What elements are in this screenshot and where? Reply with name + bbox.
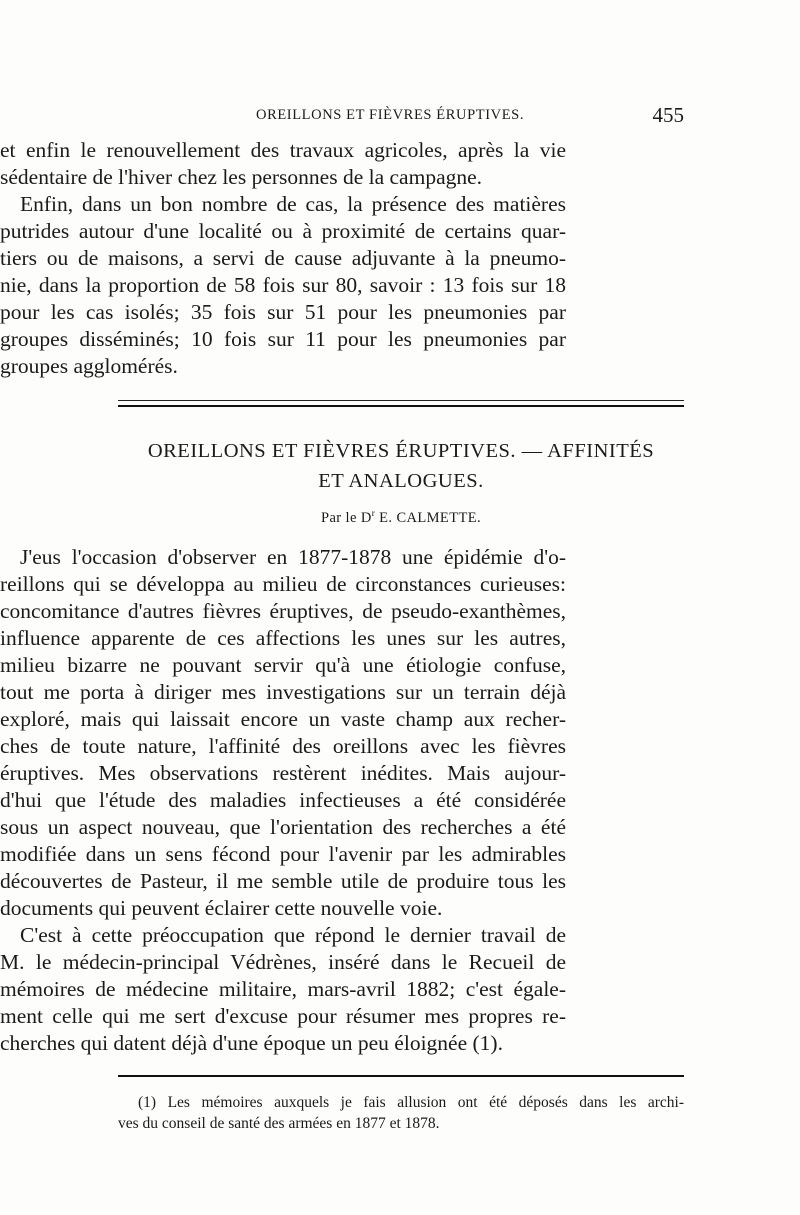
running-title: OREILLONS ET FIÈVRES ÉRUPTIVES. — [256, 107, 525, 123]
text-line: modifiée dans un sens fécond pour l'avenir par les admirables — [0, 842, 566, 866]
text-line: ches de toute nature, l'affinité des oreillons avec les fièvres — [0, 734, 566, 758]
page-number: 455 — [652, 103, 684, 127]
text-line: Enfin, dans un bon nombre de cas, la présence des matières — [20, 192, 566, 216]
text-line: C'est à cette préoccupation que répond le dernier travail de — [20, 923, 566, 947]
text-line: documents qui peuvent éclairer cette nouvelle voie. — [0, 896, 443, 920]
text-line: influence apparente de ces affections les unes sur les autres, — [0, 626, 566, 650]
text-line: sédentaire de l'hiver chez les personnes de la campagne. — [0, 165, 483, 189]
text-line: J'eus l'occasion d'observer en 1877-1878 une épidémie d'o- — [20, 545, 566, 569]
text-line: et enfin le renouvellement des travaux agricoles, après la vie — [0, 138, 566, 162]
text-line: reillons qui se développa au milieu de circonstances curieuses: — [0, 572, 566, 596]
article-title: ET ANALOGUES. — [318, 470, 484, 492]
text-line: éruptives. Mes observations restèrent inédites. Mais aujour- — [0, 761, 566, 785]
byline-prefix: Par le D — [320, 509, 372, 526]
footnote-line: (1) Les mémoires auxquels je fais allusion ont été déposés dans les archi- — [138, 1094, 684, 1111]
section-divider — [118, 400, 684, 401]
byline-sup: r — [371, 508, 376, 518]
text-line: mémoires de médecine militaire, mars-avril 1882; c'est égale- — [0, 977, 566, 1001]
text-line: groupes disséminés; 10 fois sur 11 pour les pneumonies par — [0, 327, 566, 351]
text-line: nie, dans la proportion de 58 fois sur 80, savoir : 13 fois sur 18 — [0, 273, 566, 297]
text-line: concomitance d'autres fièvres éruptives, de pseudo-exanthèmes, — [0, 599, 566, 623]
text-line: putrides autour d'une localité ou à proximité de certains quar- — [0, 219, 566, 243]
text-line: cherches qui datent déjà d'une époque un peu éloignée (1). — [0, 1031, 503, 1055]
article-title: OREILLONS ET FIÈVRES ÉRUPTIVES. — AFFINITÉS — [147, 440, 655, 462]
text-line: groupes agglomérés. — [0, 354, 178, 378]
footnote-line: ves du conseil de santé des armées en 1877 et 1878. — [118, 1115, 440, 1132]
text-line: d'hui que l'étude des maladies infectieuses a été considérée — [0, 788, 566, 812]
text-line: découvertes de Pasteur, il me semble utile de produire tous les — [0, 869, 566, 893]
byline-name: E. CALMETTE. — [375, 509, 481, 526]
text-line: tout me porta à diriger mes investigations sur un terrain déjà — [0, 680, 566, 704]
text-line: milieu bizarre ne pouvant servir qu'à une étiologie confuse, — [0, 653, 566, 677]
text-line: M. le médecin-principal Védrènes, inséré dans le Recueil de — [0, 950, 566, 974]
text-line: tiers ou de maisons, a servi de cause adjuvante à la pneumo- — [0, 246, 566, 270]
text-line: pour les cas isolés; 35 fois sur 51 pour les pneumonies par — [0, 300, 566, 324]
text-line: sous un aspect nouveau, que l'orientation des recherches a été — [0, 815, 566, 839]
author-byline — [118, 508, 684, 527]
section-divider — [118, 405, 684, 407]
running-head — [118, 103, 684, 127]
footnote-divider — [118, 1075, 684, 1077]
text-line: exploré, mais qui laissait encore un vaste champ aux recher- — [0, 707, 566, 731]
text-line: ment celle qui me sert d'excuse pour résumer mes propres re- — [0, 1004, 566, 1028]
